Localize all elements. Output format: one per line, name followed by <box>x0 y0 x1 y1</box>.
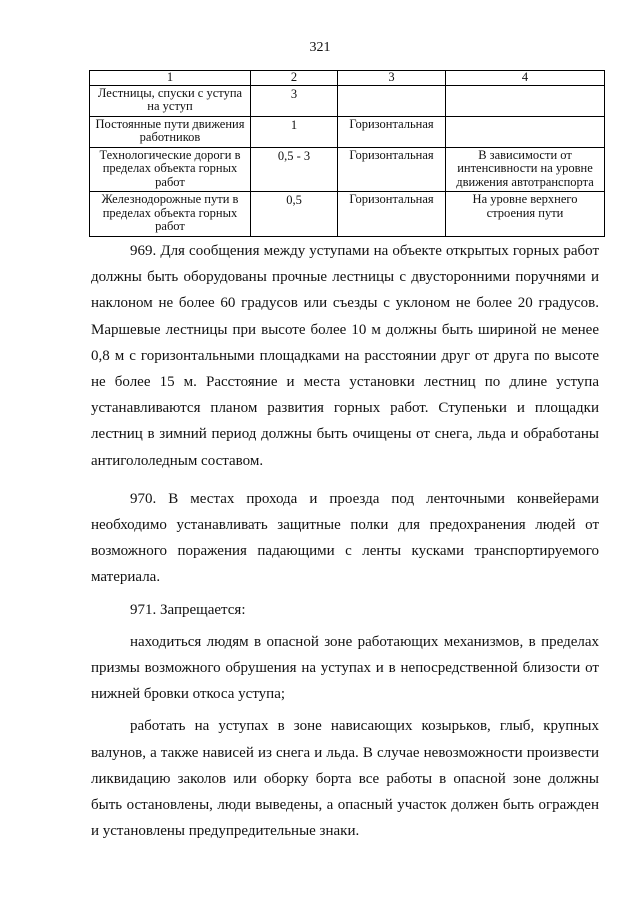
paragraph-971-item: работать на уступах в зоне нависающих козырьков, глыб, крупных валунов, а также нависей из снега и льда. В случае невозможности произвести ликвидацию заколов или оборку борта все работы в опасной зоне должны быть остановлены, люди выведены, а опасный участок должен быть огражден и установлены предупредительные знаки. <box>91 718 599 840</box>
table-cell: 0,5 - 3 <box>251 147 338 192</box>
table-cell: 3 <box>251 85 338 116</box>
table-cell: Горизонтальная <box>338 192 446 237</box>
table-cell: Технологические дороги в пределах объекта горных работ <box>90 147 251 192</box>
table-header-cell: 2 <box>251 71 338 86</box>
table-row <box>90 116 605 147</box>
table-cell: Горизонтальная <box>338 116 446 147</box>
table-cell: Лестницы, спуски с уступа на уступ <box>90 85 251 116</box>
table-row <box>90 147 605 192</box>
table-cell: Горизонтальная <box>338 147 446 192</box>
table-header-cell: 1 <box>90 71 251 86</box>
paragraph-969: 969. Для сообщения между уступами на объекте открытых горных работ должны быть оборудованы прочные лестницы с двусторонними поручнями и наклоном не более 60 градусов или съезды с уклоном не более 20 градусов. Маршевые лестницы при высоте более 10 м должны быть шириной не менее 0,8 м с горизонтальными площадками на расстоянии друг от друга по высоте не более 15 м. Расстояние и места установки лестниц по длине уступа устанавливаются планом развития горных работ. Ступеньки и площадки лестниц в зимний период должны быть очищены от снега, льда и обработаны антигололедным составом. <box>91 243 599 469</box>
table-cell: Постоянные пути движения работников <box>90 116 251 147</box>
table-cell: На уровне верхнего строения пути <box>446 192 605 237</box>
table-header-cell: 3 <box>338 71 446 86</box>
paragraph-971: 971. Запрещается: <box>130 601 246 618</box>
table-cell: 1 <box>251 116 338 147</box>
table-cell <box>446 116 605 147</box>
table-header-cell: 4 <box>446 71 605 86</box>
page-number: 321 <box>309 40 331 55</box>
table-cell <box>338 85 446 116</box>
table-cell: В зависимости от интенсивности на уровне движения автотранспорта <box>446 147 605 192</box>
table-row <box>90 85 605 116</box>
body-text <box>91 238 599 844</box>
table-cell <box>446 85 605 116</box>
paragraph-971-item: находиться людям в опасной зоне работающих механизмов, в пределах призмы возможного обрушения на уступах и в непосредственной близости от нижней бровки откоса уступа; <box>91 633 599 703</box>
norms-table <box>89 70 605 237</box>
table-header-row <box>90 71 605 86</box>
table-cell: Железнодорожные пути в пределах объекта горных работ <box>90 192 251 237</box>
table-cell: 0,5 <box>251 192 338 237</box>
paragraph-970: 970. В местах прохода и проезда под ленточными конвейерами необходимо устанавливать защитные полки для предохранения людей от возможного поражения падающими с ленты кусками транспортируемого материала. <box>91 490 599 586</box>
table-row <box>90 192 605 237</box>
